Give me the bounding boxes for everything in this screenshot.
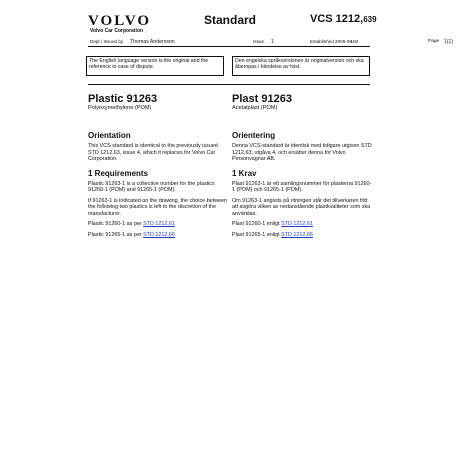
title-en: Plastic 91263 [88,93,158,105]
requirements-p1-sv: Plast 91263-1 är ett samlingsnummer för plasterna 91260-1 (POM) och 91265-1 (POM). [232,180,372,193]
issue-value: 1 [271,39,274,45]
notice-english: The English language version is the original and the reference in case of dispute. [86,56,224,76]
standard-number-main: VCS 1212, [310,13,364,25]
requirements-p2-en: If 91263-1 is indicated on the drawing, the choice between the following two plastics is left to the discretion of the manufacturer. [88,197,228,217]
established-code: UM [351,39,359,44]
volvo-logo: VOLVO [88,13,152,29]
orientation-text-en: This VCS standard is identical to the previously issued STD 1212,63, issue 4, which it replaces for Volvo Car Corporation. [88,143,218,162]
reference-line-1-sv [232,221,372,228]
standard-number [310,13,377,25]
reference-prefix: Plastic 91265-1 as per [88,231,144,238]
meta-line [88,37,453,47]
requirements-heading-sv: 1 Krav [232,168,257,178]
title-sv: Plast 91263 [232,93,292,105]
issue-label: Issue [253,39,264,44]
reference-line-2-sv [232,232,372,239]
divider [88,84,370,85]
requirements-p1-en: Plastic 91263-1 is a collective number for the plastics 91260-1 (POM) and 91265-1 (POM). [88,180,215,193]
reference-line-1-en [88,221,228,228]
company-name: Volvo Car Corporation [90,28,143,34]
subtitle-sv: Acetalplast (POM) [232,105,278,111]
english-column [88,93,228,242]
std-1212-66-link[interactable]: STD 1212,66 [281,231,313,238]
reference-prefix: Plast 91260-1 enligt [232,221,282,227]
orientation-heading-sv: Orientering [232,131,276,140]
swedish-column [232,93,372,242]
notice-swedish: Den engelska språkversionen är originalversion och ska åberopas i händelse av tvist. [232,56,370,76]
page-label: Page [428,39,440,44]
std-1212-61-link[interactable]: STD 1212,61 [143,221,175,227]
page-value: 1(1) [444,39,453,45]
std-1212-66-link[interactable]: STD 1212,66 [143,231,175,238]
reference-line-2-en [88,232,228,239]
document-type: Standard [204,13,257,27]
reference-prefix: Plastic 91260-1 as per [88,221,144,227]
issued-by-label: Dept / Issued by [90,39,124,44]
orientation-heading-en: Orientation [88,131,131,140]
issued-by-value: Thomas Andersson [130,39,175,45]
requirements-heading-en: 1 Requirements [88,168,149,178]
reference-prefix: Plast 91265-1 enligt [232,231,282,238]
subtitle-en: Polyoxymethylene (POM) [88,105,152,111]
standard-number-suffix: 639 [363,15,377,24]
std-1212-61-link[interactable]: STD 1212,61 [281,221,313,227]
orientation-text-sv: Denna VCS-standard är identisk med tidigare utgiven STD 1212,63, utgåva 4, och ersätter denna för Volvo Personvagnar AB. [232,143,372,162]
established-label: Established 2009-06 [310,39,352,44]
requirements-p2-sv: Om 91263-1 angivits på ritningen står det tillverkaren fritt att avgöra vilken av nedanstående plastkvaliteter som ska användas. [232,197,371,217]
